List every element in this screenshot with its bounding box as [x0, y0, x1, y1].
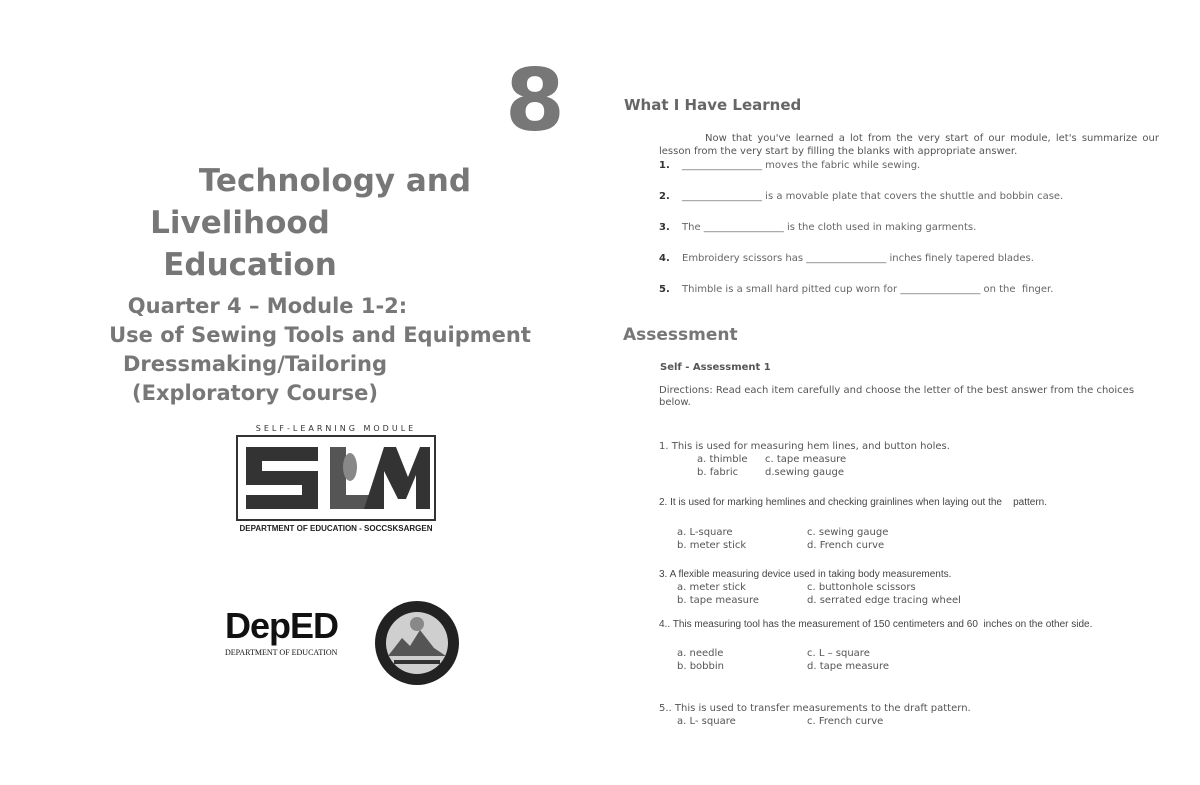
choice: b. tape measure [677, 595, 760, 606]
choice: a. needle [677, 648, 724, 659]
choice: b. fabric [697, 467, 739, 478]
subtitle-quarter: Quarter 4 – Module 1-2: [127, 294, 408, 318]
choice: d. French curve [807, 540, 885, 551]
grade-number: 8 [505, 51, 565, 151]
learned-list [659, 160, 1159, 315]
question-4: 4.. This measuring tool has the measurement of 150 centimeters and 60 inches on the other side. [659, 619, 1093, 630]
sim-logo-mark [236, 435, 436, 521]
choice: c. L – square [807, 648, 870, 659]
sim-logo-department: DEPARTMENT OF EDUCATION - SOCCSKSARGEN [239, 524, 433, 533]
choice: d. serrated edge tracing wheel [807, 595, 961, 606]
regional-seal-icon [374, 600, 460, 686]
choice: c. tape measure [765, 454, 847, 465]
choice: a. meter stick [677, 582, 746, 593]
deped-wordmark: DepED [225, 605, 339, 646]
choice: b. bobbin [677, 661, 724, 672]
question-1: 1. This is used for measuring hem lines, and button holes. [659, 441, 950, 452]
deped-logo [225, 605, 355, 657]
choice: a. L-square [677, 527, 733, 538]
choice: b. meter stick [677, 540, 747, 551]
list-item: 5. Thimble is a small hard pitted cup worn for ________________ on the finger. [659, 284, 1054, 295]
question-5: 5.. This is used to transfer measurements to the draft pattern. [659, 703, 971, 714]
title-line-3: Education [163, 247, 337, 283]
deped-department: DEPARTMENT OF EDUCATION [225, 648, 338, 657]
module-title-block [60, 160, 580, 408]
list-item: 4. Embroidery scissors has ________________ inches finely tapered blades. [659, 253, 1034, 264]
subtitle-topic: Use of Sewing Tools and Equipment [109, 323, 531, 347]
directions-text: Directions: Read each item carefully and choose the letter of the best answer from the choices below. [659, 385, 1135, 408]
title-line-2: Livelihood [150, 205, 330, 241]
choice: a. L- square [677, 716, 736, 727]
choice: a. thimble [697, 454, 748, 465]
title-line-1: Technology and [198, 163, 472, 199]
list-item: 3. The ________________ is the cloth used in making garments. [659, 222, 977, 233]
choice: d. tape measure [807, 661, 890, 672]
list-item: 1. ________________ moves the fabric while sewing. [659, 160, 921, 171]
choice: c. sewing gauge [807, 527, 889, 538]
question-2: 2. It is used for marking hemlines and checking grainlines when laying out the pattern. [659, 497, 1047, 508]
subtitle-course: Dressmaking/Tailoring [122, 352, 388, 376]
question-3: 3. A flexible measuring device used in taking body measurements. [659, 569, 952, 580]
slm-mark-icon [238, 437, 434, 519]
sim-logo-caption: SELF-LEARNING MODULE [255, 424, 417, 433]
content-page [600, 0, 1200, 785]
subtitle-exploratory: (Exploratory Course) [132, 381, 378, 405]
choice: d.sewing gauge [765, 467, 845, 478]
choice: c. French curve [807, 716, 884, 727]
list-item: 2. ________________ is a movable plate that covers the shuttle and bobbin case. [659, 191, 1064, 202]
choice: c. buttonhole scissors [807, 582, 916, 593]
sim-logo [236, 424, 436, 533]
self-assessment-title: Self - Assessment 1 [660, 362, 771, 373]
what-i-have-learned-heading: What I Have Learned [624, 96, 802, 114]
assessment-heading: Assessment [623, 325, 738, 345]
learned-intro: Now that you've learned a lot from the very start of our module, let's summarize our lesson from the very start by filling the blanks with appropriate answer. [659, 133, 1159, 157]
